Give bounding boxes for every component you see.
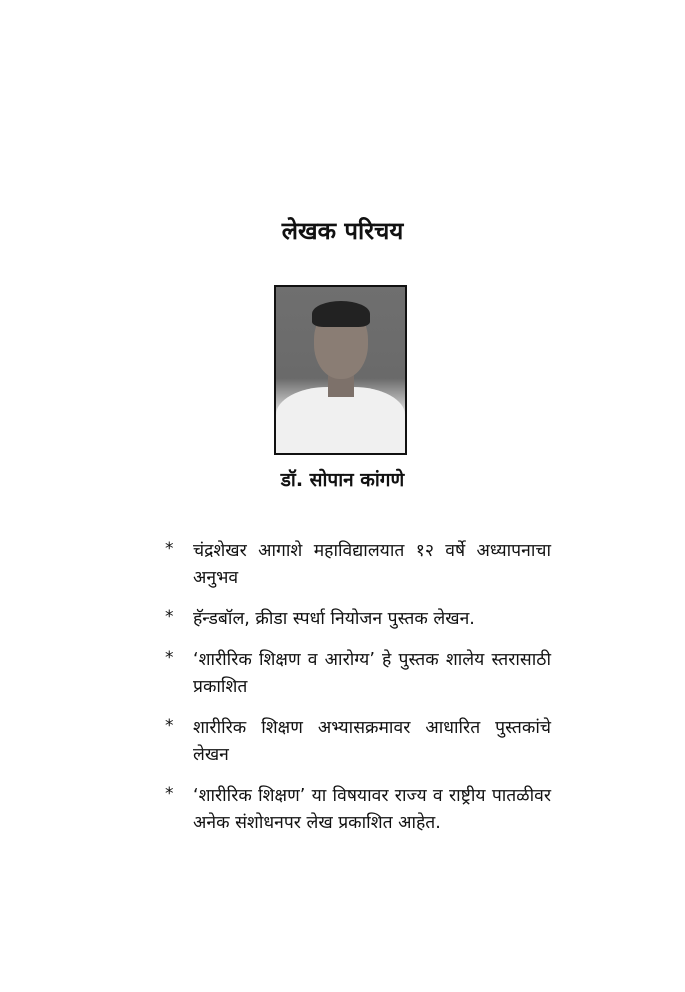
list-item: * हॅन्डबॉल, क्रीडा स्पर्धा नियोजन पुस्तक लेखन. (165, 606, 551, 633)
asterisk-bullet-icon: * (165, 607, 174, 627)
author-bio-list (165, 538, 551, 851)
list-item: * चंद्रशेखर आगाशे महाविद्यालयात १२ वर्षे अध्यापनाचा अनुभव (165, 538, 551, 592)
page-title: लेखक परिचय (281, 217, 404, 245)
asterisk-bullet-icon: * (165, 784, 174, 804)
list-item: * ‘शारीरिक शिक्षण’ या विषयावर राज्य व राष्ट्रीय पातळीवर अनेक संशोधनपर लेख प्रकाशित आहेत. (165, 783, 551, 837)
asterisk-bullet-icon: * (165, 648, 174, 668)
author-photo (274, 285, 407, 455)
asterisk-bullet-icon: * (165, 716, 174, 736)
list-item: * शारीरिक शिक्षण अभ्यासक्रमावर आधारित पुस्तकांचे लेखन (165, 715, 551, 769)
list-item: * ‘शारीरिक शिक्षण व आरोग्य’ हे पुस्तक शालेय स्तरासाठी प्रकाशित (165, 647, 551, 701)
author-name: डॉ. सोपान कांगणे (280, 469, 405, 491)
asterisk-bullet-icon: * (165, 539, 174, 559)
